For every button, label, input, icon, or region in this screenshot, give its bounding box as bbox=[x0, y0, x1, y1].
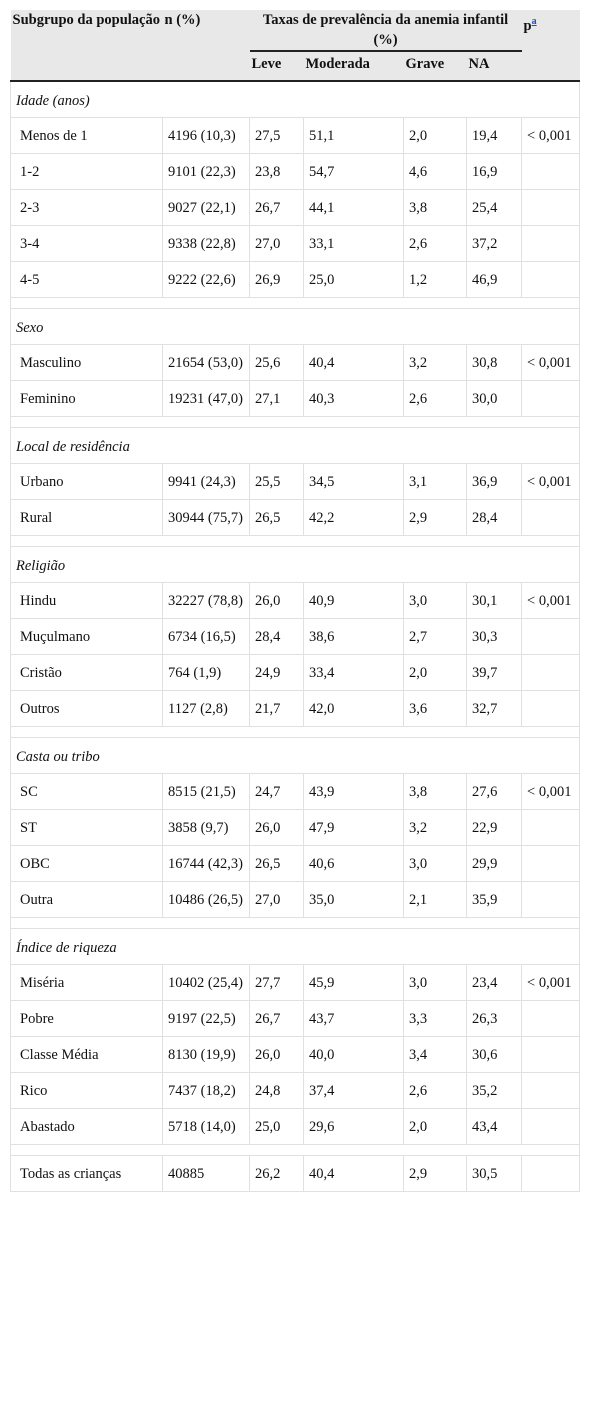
group-header-row bbox=[11, 738, 580, 774]
footnote-a-link[interactable]: a bbox=[531, 16, 537, 27]
total-row-grave: 2,9 bbox=[404, 1156, 467, 1192]
row-na: 35,2 bbox=[467, 1073, 522, 1109]
table-row bbox=[11, 583, 580, 619]
row-moderada: 33,1 bbox=[304, 226, 404, 262]
row-n: 10486 (26,5) bbox=[163, 882, 250, 918]
table-row bbox=[11, 464, 580, 500]
row-p bbox=[522, 810, 580, 846]
row-moderada: 47,9 bbox=[304, 810, 404, 846]
row-label: Feminino bbox=[11, 381, 163, 417]
row-n: 6734 (16,5) bbox=[163, 619, 250, 655]
row-grave: 2,0 bbox=[404, 655, 467, 691]
row-na: 19,4 bbox=[467, 118, 522, 154]
row-grave: 3,2 bbox=[404, 345, 467, 381]
row-leve: 27,5 bbox=[250, 118, 304, 154]
header-p bbox=[522, 10, 580, 81]
row-p: < 0,001 bbox=[522, 583, 580, 619]
group-title: Religião bbox=[11, 547, 580, 583]
total-row-p bbox=[522, 1156, 580, 1192]
row-leve: 26,0 bbox=[250, 583, 304, 619]
row-na: 23,4 bbox=[467, 965, 522, 1001]
group-spacer bbox=[11, 918, 580, 929]
row-moderada: 40,4 bbox=[304, 345, 404, 381]
table-row bbox=[11, 1073, 580, 1109]
row-label: Menos de 1 bbox=[11, 118, 163, 154]
row-label: Urbano bbox=[11, 464, 163, 500]
row-n: 9338 (22,8) bbox=[163, 226, 250, 262]
group-spacer bbox=[11, 1145, 580, 1156]
row-grave: 2,6 bbox=[404, 226, 467, 262]
row-na: 26,3 bbox=[467, 1001, 522, 1037]
row-na: 37,2 bbox=[467, 226, 522, 262]
row-label: Classe Média bbox=[11, 1037, 163, 1073]
row-moderada: 37,4 bbox=[304, 1073, 404, 1109]
table-row bbox=[11, 774, 580, 810]
spacer-cell bbox=[11, 298, 580, 309]
row-n: 9941 (24,3) bbox=[163, 464, 250, 500]
row-p: < 0,001 bbox=[522, 118, 580, 154]
row-moderada: 42,2 bbox=[304, 500, 404, 536]
row-moderada: 45,9 bbox=[304, 965, 404, 1001]
row-grave: 2,7 bbox=[404, 619, 467, 655]
row-na: 28,4 bbox=[467, 500, 522, 536]
row-n: 19231 (47,0) bbox=[163, 381, 250, 417]
row-n: 764 (1,9) bbox=[163, 655, 250, 691]
row-n: 8130 (19,9) bbox=[163, 1037, 250, 1073]
table-row bbox=[11, 1037, 580, 1073]
row-grave: 4,6 bbox=[404, 154, 467, 190]
row-n: 4196 (10,3) bbox=[163, 118, 250, 154]
table-row bbox=[11, 500, 580, 536]
row-p bbox=[522, 226, 580, 262]
row-na: 30,1 bbox=[467, 583, 522, 619]
anemia-prevalence-table bbox=[10, 10, 580, 1192]
row-na: 30,3 bbox=[467, 619, 522, 655]
row-p bbox=[522, 1001, 580, 1037]
row-leve: 26,5 bbox=[250, 500, 304, 536]
row-na: 39,7 bbox=[467, 655, 522, 691]
row-leve: 26,5 bbox=[250, 846, 304, 882]
spacer-cell bbox=[11, 727, 580, 738]
header-p-label: p bbox=[523, 17, 532, 34]
total-row-label: Todas as crianças bbox=[11, 1156, 163, 1192]
table-row bbox=[11, 846, 580, 882]
row-na: 30,0 bbox=[467, 381, 522, 417]
row-na: 36,9 bbox=[467, 464, 522, 500]
spacer-cell bbox=[11, 1145, 580, 1156]
table-row bbox=[11, 1109, 580, 1145]
table-row bbox=[11, 655, 580, 691]
row-n: 7437 (18,2) bbox=[163, 1073, 250, 1109]
row-moderada: 35,0 bbox=[304, 882, 404, 918]
row-p: < 0,001 bbox=[522, 774, 580, 810]
row-label: 1-2 bbox=[11, 154, 163, 190]
row-leve: 27,0 bbox=[250, 882, 304, 918]
row-grave: 3,8 bbox=[404, 190, 467, 226]
group-header-row bbox=[11, 428, 580, 464]
row-label: Masculino bbox=[11, 345, 163, 381]
row-n: 1127 (2,8) bbox=[163, 691, 250, 727]
table-row bbox=[11, 262, 580, 298]
header-grave: Grave bbox=[404, 51, 467, 81]
row-p bbox=[522, 381, 580, 417]
row-moderada: 43,7 bbox=[304, 1001, 404, 1037]
row-moderada: 25,0 bbox=[304, 262, 404, 298]
row-n: 10402 (25,4) bbox=[163, 965, 250, 1001]
group-spacer bbox=[11, 417, 580, 428]
table-header bbox=[11, 10, 580, 81]
row-na: 30,6 bbox=[467, 1037, 522, 1073]
row-leve: 26,0 bbox=[250, 810, 304, 846]
row-grave: 3,8 bbox=[404, 774, 467, 810]
row-label: Outra bbox=[11, 882, 163, 918]
table-row bbox=[11, 345, 580, 381]
row-n: 5718 (14,0) bbox=[163, 1109, 250, 1145]
table-row bbox=[11, 118, 580, 154]
row-leve: 25,5 bbox=[250, 464, 304, 500]
row-na: 46,9 bbox=[467, 262, 522, 298]
row-p bbox=[522, 262, 580, 298]
row-p bbox=[522, 1073, 580, 1109]
group-title: Índice de riqueza bbox=[11, 929, 580, 965]
table-container bbox=[10, 10, 579, 1192]
header-n: n (%) bbox=[163, 10, 250, 81]
row-grave: 2,1 bbox=[404, 882, 467, 918]
row-p bbox=[522, 846, 580, 882]
row-na: 22,9 bbox=[467, 810, 522, 846]
row-na: 29,9 bbox=[467, 846, 522, 882]
row-n: 9222 (22,6) bbox=[163, 262, 250, 298]
table-row bbox=[11, 810, 580, 846]
total-row-na: 30,5 bbox=[467, 1156, 522, 1192]
row-leve: 26,9 bbox=[250, 262, 304, 298]
row-moderada: 38,6 bbox=[304, 619, 404, 655]
row-grave: 3,3 bbox=[404, 1001, 467, 1037]
header-subgroup: Subgrupo da população bbox=[11, 10, 163, 81]
group-header-row bbox=[11, 929, 580, 965]
spacer-cell bbox=[11, 536, 580, 547]
table-row bbox=[11, 154, 580, 190]
row-n: 3858 (9,7) bbox=[163, 810, 250, 846]
row-p bbox=[522, 882, 580, 918]
row-p bbox=[522, 154, 580, 190]
row-leve: 24,7 bbox=[250, 774, 304, 810]
row-n: 21654 (53,0) bbox=[163, 345, 250, 381]
row-grave: 3,0 bbox=[404, 583, 467, 619]
row-na: 25,4 bbox=[467, 190, 522, 226]
row-moderada: 34,5 bbox=[304, 464, 404, 500]
row-grave: 2,6 bbox=[404, 1073, 467, 1109]
row-label: ST bbox=[11, 810, 163, 846]
total-row bbox=[11, 1156, 580, 1192]
group-title: Idade (anos) bbox=[11, 81, 580, 118]
table-row bbox=[11, 882, 580, 918]
row-moderada: 40,9 bbox=[304, 583, 404, 619]
row-leve: 21,7 bbox=[250, 691, 304, 727]
row-grave: 2,9 bbox=[404, 500, 467, 536]
row-leve: 24,8 bbox=[250, 1073, 304, 1109]
row-grave: 2,0 bbox=[404, 118, 467, 154]
row-na: 43,4 bbox=[467, 1109, 522, 1145]
row-leve: 25,0 bbox=[250, 1109, 304, 1145]
row-label: Pobre bbox=[11, 1001, 163, 1037]
row-leve: 26,7 bbox=[250, 1001, 304, 1037]
row-moderada: 40,6 bbox=[304, 846, 404, 882]
row-leve: 24,9 bbox=[250, 655, 304, 691]
row-grave: 3,0 bbox=[404, 965, 467, 1001]
row-label: Cristão bbox=[11, 655, 163, 691]
row-leve: 26,7 bbox=[250, 190, 304, 226]
row-p bbox=[522, 190, 580, 226]
row-na: 35,9 bbox=[467, 882, 522, 918]
row-moderada: 40,3 bbox=[304, 381, 404, 417]
total-row-moderada: 40,4 bbox=[304, 1156, 404, 1192]
row-p bbox=[522, 500, 580, 536]
row-leve: 27,0 bbox=[250, 226, 304, 262]
row-leve: 28,4 bbox=[250, 619, 304, 655]
row-n: 9197 (22,5) bbox=[163, 1001, 250, 1037]
row-n: 16744 (42,3) bbox=[163, 846, 250, 882]
group-header-row bbox=[11, 547, 580, 583]
row-p bbox=[522, 1109, 580, 1145]
row-label: 4-5 bbox=[11, 262, 163, 298]
row-label: Outros bbox=[11, 691, 163, 727]
row-label: Hindu bbox=[11, 583, 163, 619]
row-moderada: 44,1 bbox=[304, 190, 404, 226]
total-row-n: 40885 bbox=[163, 1156, 250, 1192]
row-n: 9027 (22,1) bbox=[163, 190, 250, 226]
table-row bbox=[11, 190, 580, 226]
row-p bbox=[522, 619, 580, 655]
row-moderada: 43,9 bbox=[304, 774, 404, 810]
row-moderada: 54,7 bbox=[304, 154, 404, 190]
group-title: Sexo bbox=[11, 309, 580, 345]
row-grave: 2,6 bbox=[404, 381, 467, 417]
table-body bbox=[11, 81, 580, 1192]
row-moderada: 51,1 bbox=[304, 118, 404, 154]
row-grave: 2,0 bbox=[404, 1109, 467, 1145]
row-p bbox=[522, 691, 580, 727]
row-label: 2-3 bbox=[11, 190, 163, 226]
table-row bbox=[11, 691, 580, 727]
row-leve: 23,8 bbox=[250, 154, 304, 190]
row-leve: 26,0 bbox=[250, 1037, 304, 1073]
row-label: Miséria bbox=[11, 965, 163, 1001]
spacer-cell bbox=[11, 417, 580, 428]
row-label: OBC bbox=[11, 846, 163, 882]
row-p bbox=[522, 655, 580, 691]
table-row bbox=[11, 226, 580, 262]
table-row bbox=[11, 619, 580, 655]
row-label: Rural bbox=[11, 500, 163, 536]
header-moderada: Moderada bbox=[304, 51, 404, 81]
group-header-row bbox=[11, 309, 580, 345]
row-na: 27,6 bbox=[467, 774, 522, 810]
row-moderada: 42,0 bbox=[304, 691, 404, 727]
row-na: 32,7 bbox=[467, 691, 522, 727]
row-label: Muçulmano bbox=[11, 619, 163, 655]
row-label: Rico bbox=[11, 1073, 163, 1109]
group-header-row bbox=[11, 81, 580, 118]
row-leve: 27,1 bbox=[250, 381, 304, 417]
group-spacer bbox=[11, 536, 580, 547]
group-spacer bbox=[11, 727, 580, 738]
row-leve: 25,6 bbox=[250, 345, 304, 381]
header-na: NA bbox=[467, 51, 522, 81]
row-grave: 3,1 bbox=[404, 464, 467, 500]
table-row bbox=[11, 381, 580, 417]
table-row bbox=[11, 1001, 580, 1037]
group-spacer bbox=[11, 298, 580, 309]
row-n: 32227 (78,8) bbox=[163, 583, 250, 619]
row-na: 16,9 bbox=[467, 154, 522, 190]
header-rates: Taxas de prevalência da anemia infantil (%) bbox=[250, 10, 522, 51]
row-moderada: 33,4 bbox=[304, 655, 404, 691]
row-na: 30,8 bbox=[467, 345, 522, 381]
row-moderada: 29,6 bbox=[304, 1109, 404, 1145]
row-n: 9101 (22,3) bbox=[163, 154, 250, 190]
row-label: 3-4 bbox=[11, 226, 163, 262]
row-label: SC bbox=[11, 774, 163, 810]
row-grave: 3,6 bbox=[404, 691, 467, 727]
row-grave: 3,4 bbox=[404, 1037, 467, 1073]
table-row bbox=[11, 965, 580, 1001]
row-p: < 0,001 bbox=[522, 965, 580, 1001]
row-grave: 3,0 bbox=[404, 846, 467, 882]
group-title: Local de residência bbox=[11, 428, 580, 464]
row-grave: 3,2 bbox=[404, 810, 467, 846]
group-title: Casta ou tribo bbox=[11, 738, 580, 774]
row-p bbox=[522, 1037, 580, 1073]
row-n: 30944 (75,7) bbox=[163, 500, 250, 536]
row-n: 8515 (21,5) bbox=[163, 774, 250, 810]
spacer-cell bbox=[11, 918, 580, 929]
row-moderada: 40,0 bbox=[304, 1037, 404, 1073]
header-leve: Leve bbox=[250, 51, 304, 81]
row-p: < 0,001 bbox=[522, 345, 580, 381]
row-label: Abastado bbox=[11, 1109, 163, 1145]
row-grave: 1,2 bbox=[404, 262, 467, 298]
row-leve: 27,7 bbox=[250, 965, 304, 1001]
row-p: < 0,001 bbox=[522, 464, 580, 500]
total-row-leve: 26,2 bbox=[250, 1156, 304, 1192]
